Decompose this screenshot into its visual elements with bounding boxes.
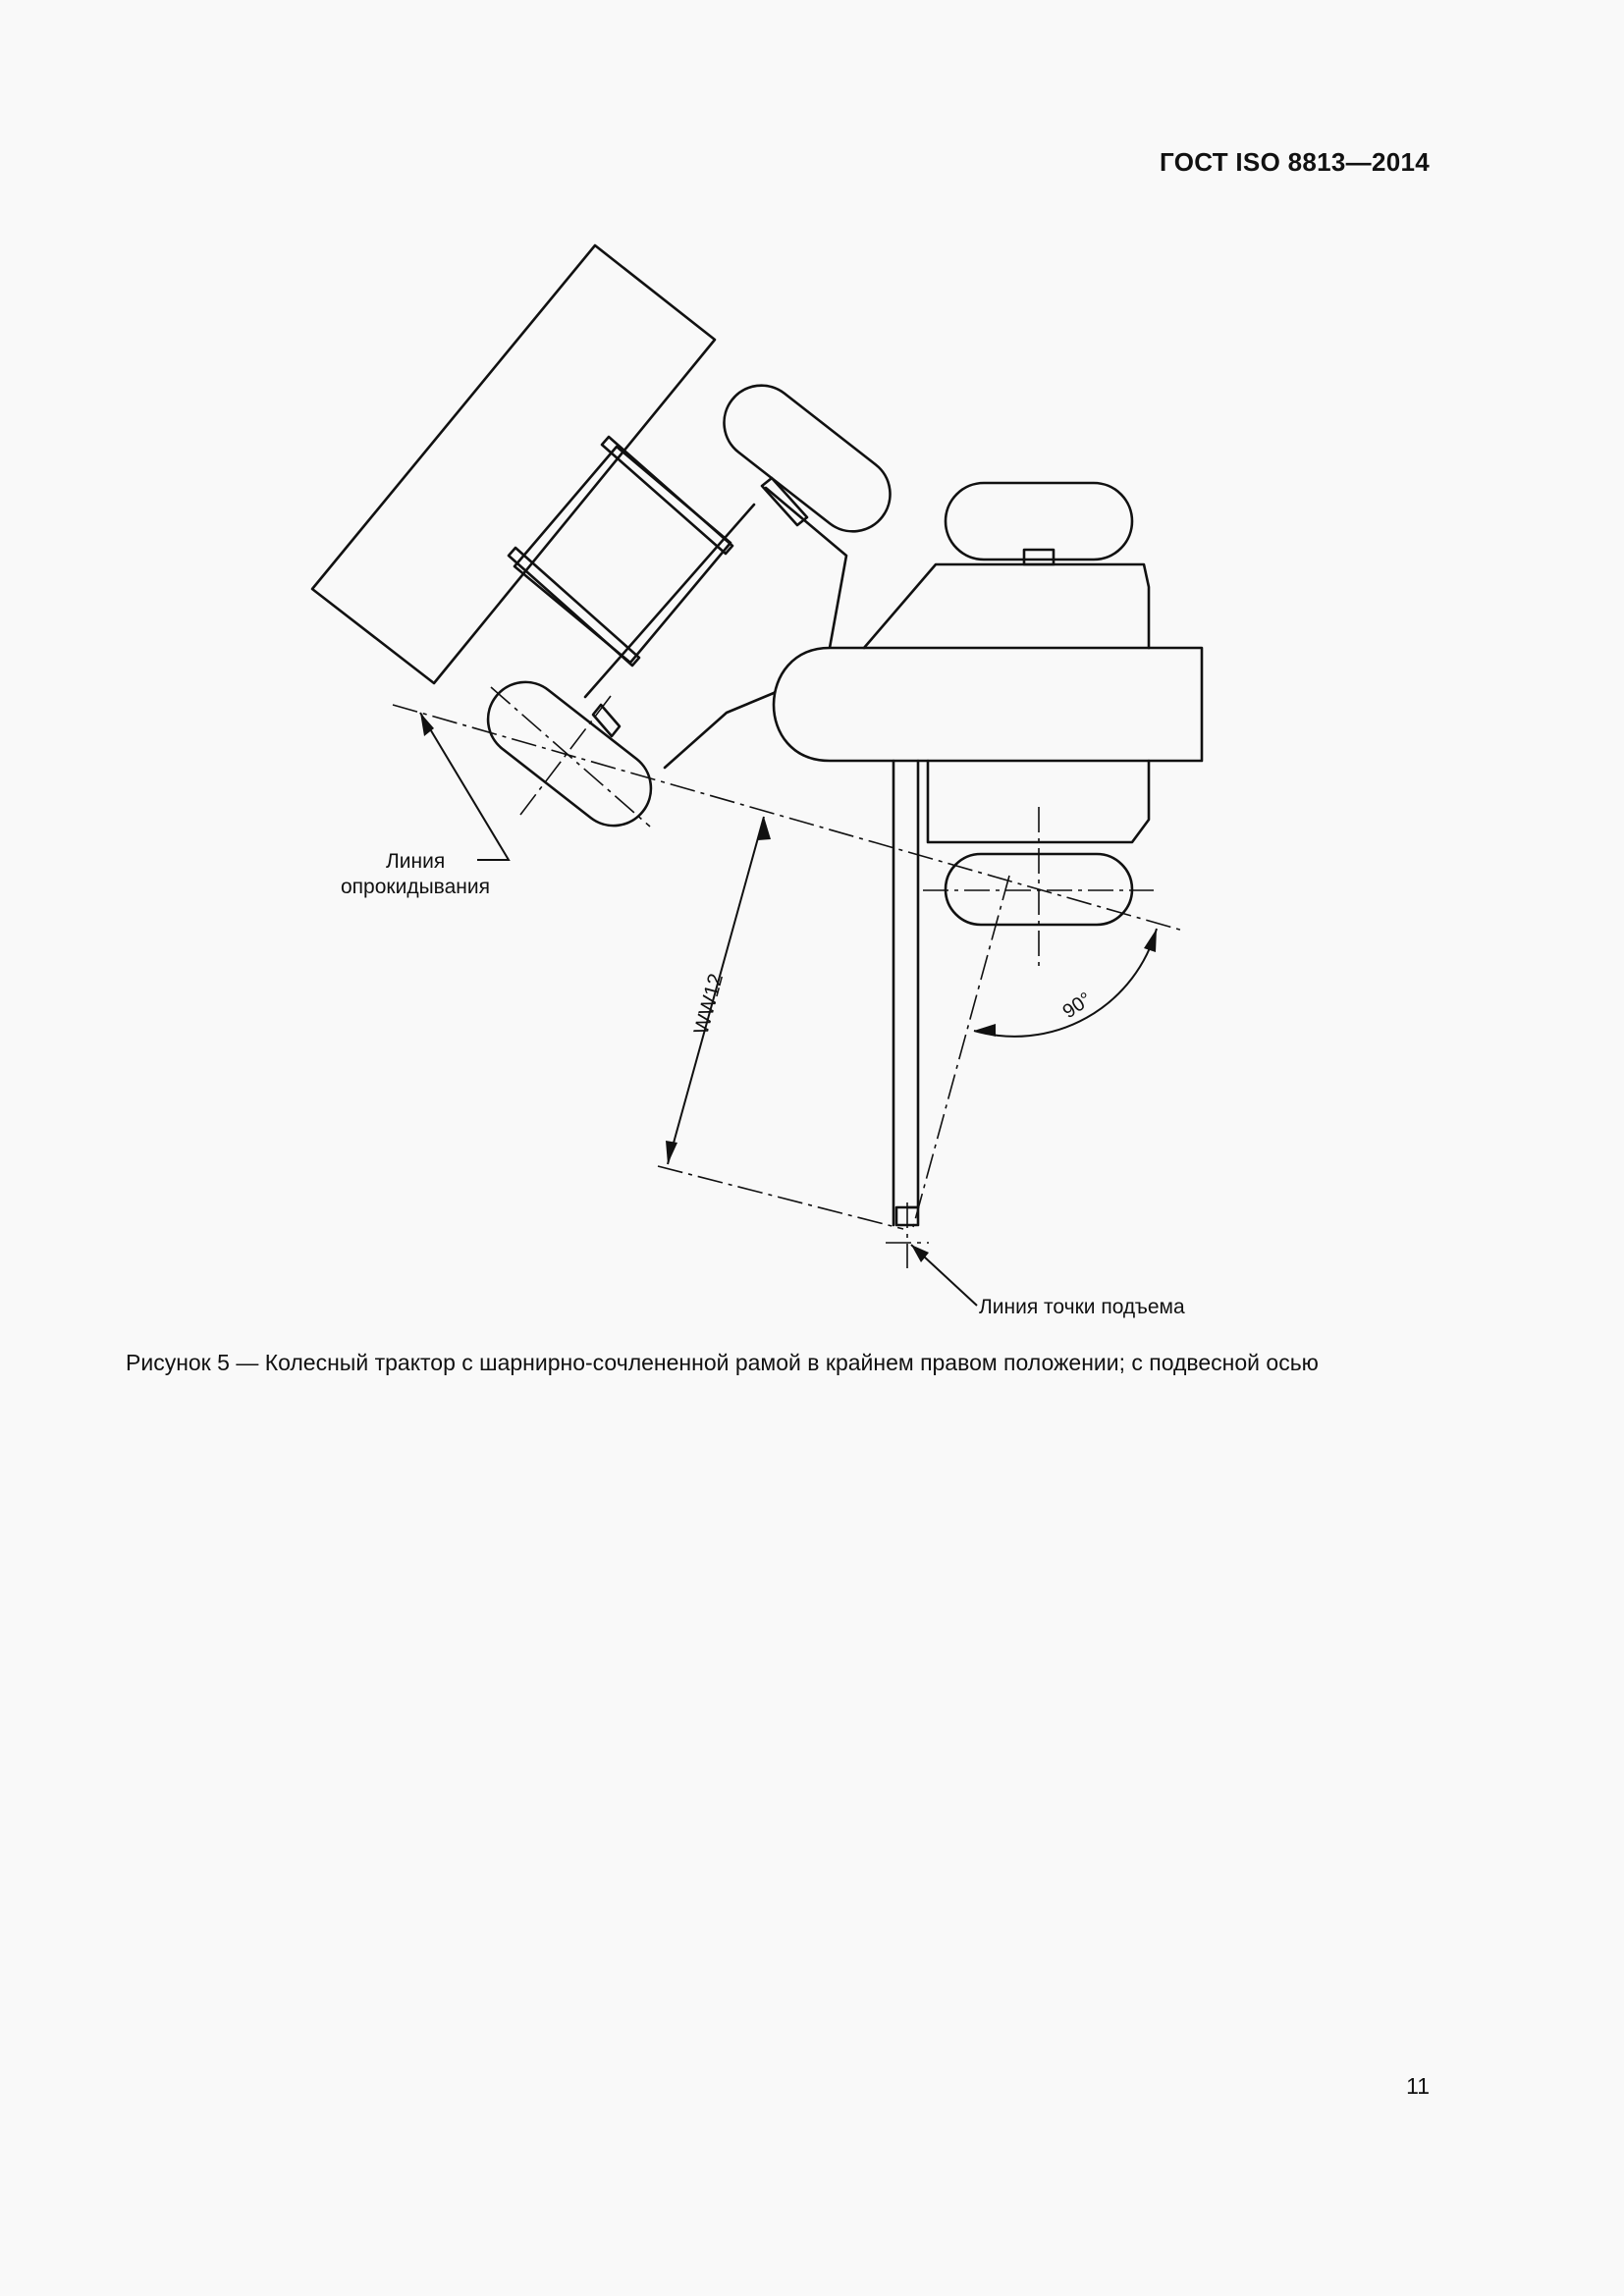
rear-axle-lower	[593, 705, 620, 736]
dimension-label: WW12	[689, 971, 729, 1038]
angle-arrow-top	[1144, 929, 1157, 952]
figure-caption: Рисунок 5 — Колесный трактор с шарнирно-сочлененной рамой в крайнем правом положении; с подвесной осью	[126, 1350, 1319, 1375]
page-number: 11	[1406, 2073, 1430, 2099]
rear-wheel-lower	[473, 667, 667, 841]
front-wheel-upper	[946, 483, 1132, 560]
angle-label: 90°	[1058, 988, 1096, 1024]
dimension-arrow-bottom	[666, 1141, 677, 1164]
rear-frame	[514, 447, 731, 663]
lift-point-line-label: Линия точки подъема	[979, 1296, 1185, 1318]
document-code: ГОСТ ISO 8813—2014	[1160, 147, 1430, 177]
front-axle-upper	[1024, 550, 1054, 564]
tipping-line-label-2: опрокидывания	[341, 876, 490, 898]
dimension-extension-line	[658, 1166, 903, 1229]
angle-arrow-bottom	[974, 1024, 996, 1037]
rear-wheel-upper	[709, 370, 905, 546]
front-hood	[864, 564, 1149, 648]
tipping-line-label-1: Линия	[386, 850, 446, 873]
perpendicular-line	[913, 876, 1009, 1227]
hitch-bar-lower	[509, 548, 639, 666]
articulation-joint	[774, 648, 1202, 761]
rear-chassis-inner	[585, 505, 754, 697]
angle-arc	[974, 929, 1157, 1037]
